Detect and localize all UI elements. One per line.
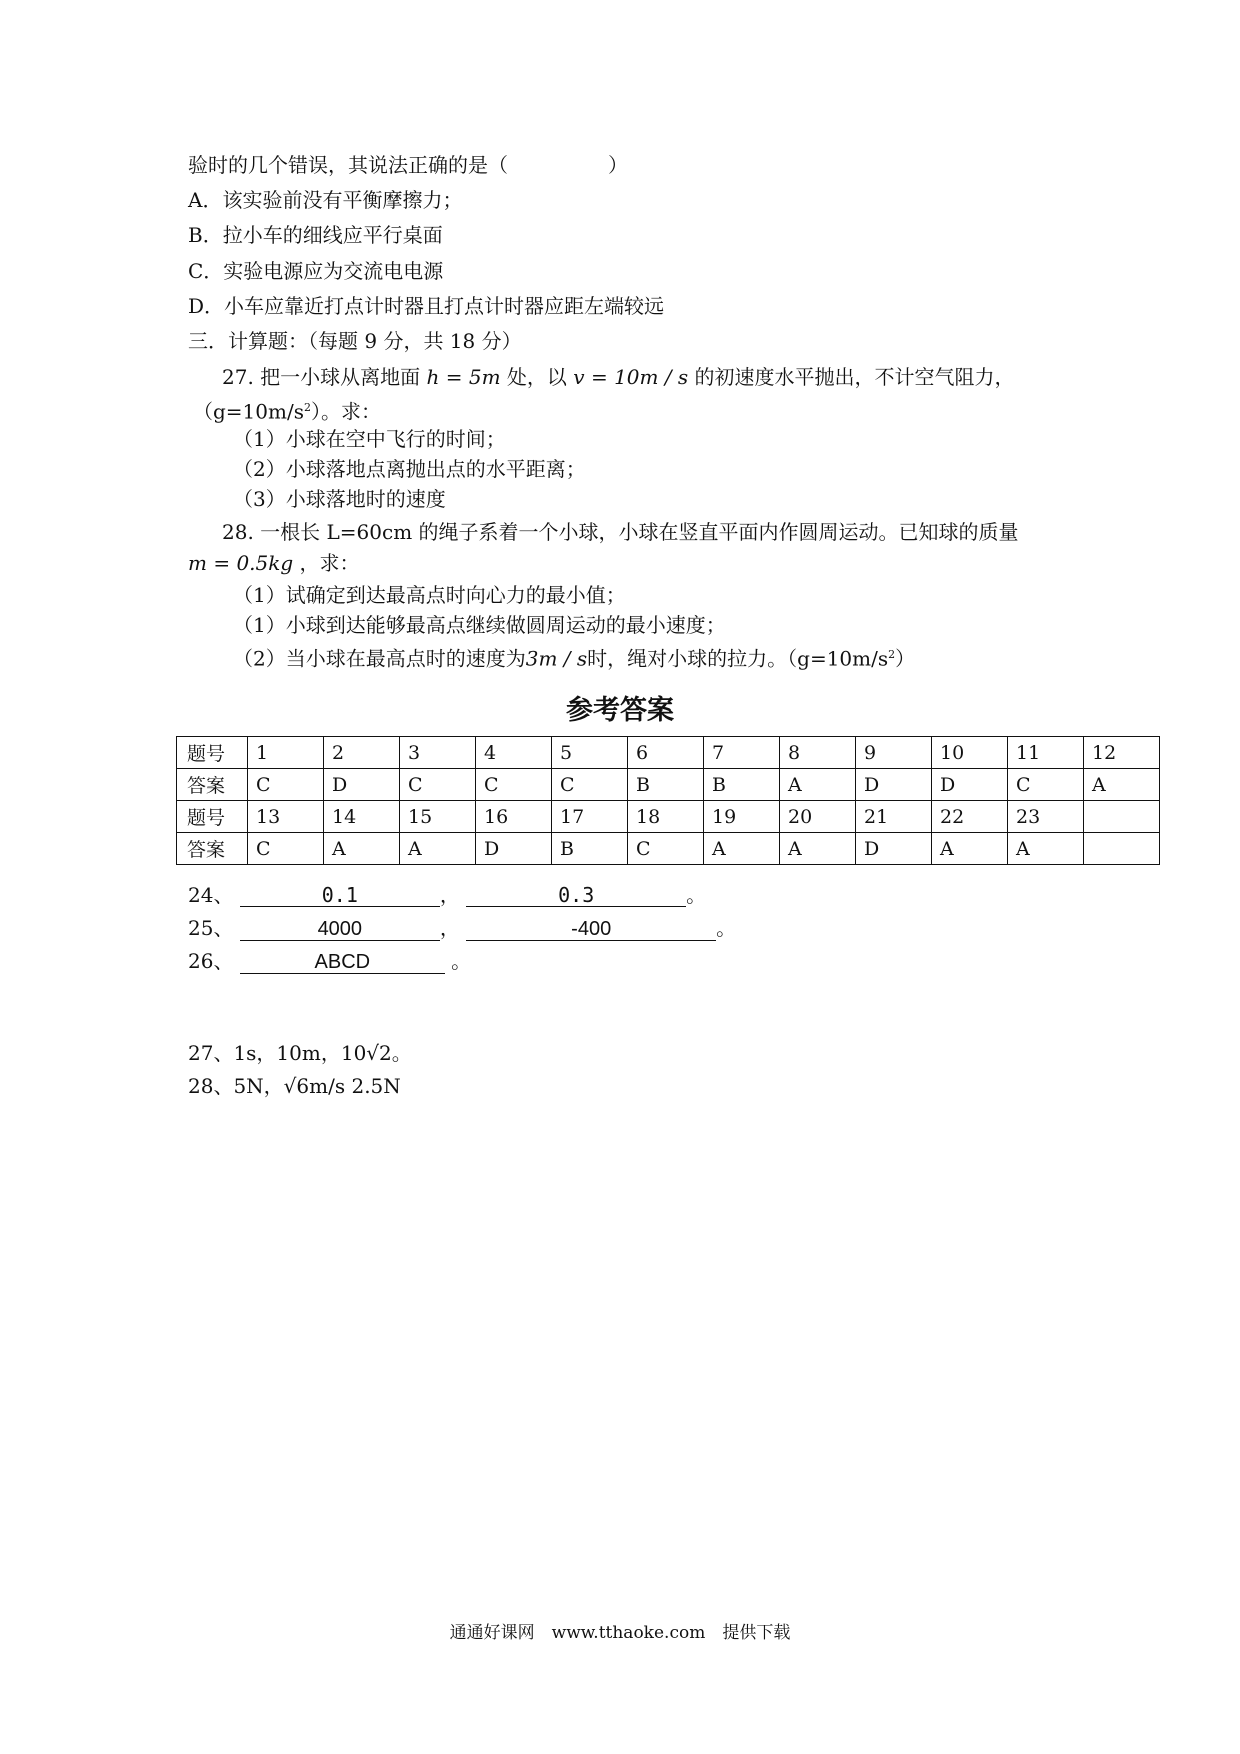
answer-28: 28、5N，√6m/s 2.5N (188, 1074, 401, 1098)
q28-part1: （1）试确定到达最高点时向心力的最小值； (233, 583, 626, 607)
table-cell (1084, 801, 1160, 833)
q27-part1: （1）小球在空中飞行的时间； (233, 427, 506, 451)
answer-27: 27、1s，10m，10√2。 (188, 1041, 412, 1065)
table-cell: C (248, 833, 324, 865)
table-cell: D (476, 833, 552, 865)
table-cell: B (628, 769, 704, 801)
q27-stem: 27. 把一小球从离地面 h = 5m 处，以 v = 10m / s 的初速度水平抛出，不计空气阻力， (222, 365, 1015, 389)
q27-part3: （3）小球落地时的速度 (233, 487, 446, 511)
table-cell: C (628, 833, 704, 865)
table-cell: 20 (780, 801, 856, 833)
table-cell: A (400, 833, 476, 865)
answer-24-blank-1: 0.1 (240, 884, 440, 907)
answer-26-blank: ABCD (240, 951, 445, 974)
section3-heading: 三．计算题：（每题 9 分，共 18 分） (188, 329, 522, 353)
row-label: 题号 (177, 801, 248, 833)
table-cell: 22 (932, 801, 1008, 833)
answer-26: 26、 ABCD 。 (188, 949, 472, 973)
table-cell: 1 (248, 737, 324, 769)
q26-option-d: D．小车应靠近打点计时器且打点计时器应距左端较远 (188, 294, 665, 318)
q28-stem: 28. 一根长 L=60cm 的绳子系着一个小球，小球在竖直平面内作圆周运动。已知球的质量 (222, 520, 1019, 544)
q28-mass: m = 0.5kg ，求： (188, 551, 360, 575)
table-cell: D (932, 769, 1008, 801)
table-cell: D (856, 833, 932, 865)
table-cell: 18 (628, 801, 704, 833)
table-row (177, 801, 1160, 833)
row-label: 答案 (177, 833, 248, 865)
table-cell: 2 (324, 737, 400, 769)
table-cell: 21 (856, 801, 932, 833)
table-cell: C (1008, 769, 1084, 801)
q26-tail: 验时的几个错误，其说法正确的是（ ） (188, 153, 628, 177)
table-cell: C (476, 769, 552, 801)
table-cell: C (400, 769, 476, 801)
table-cell: 23 (1008, 801, 1084, 833)
table-cell: 17 (552, 801, 628, 833)
table-cell: A (780, 833, 856, 865)
table-cell: D (324, 769, 400, 801)
table-cell: A (1084, 769, 1160, 801)
q28-part3: （2）当小球在最高点时的速度为3m / s时，绳对小球的拉力。$(g=10m/s^2)$ (233, 646, 916, 671)
table-cell: C (248, 769, 324, 801)
q27-part2: （2）小球落地点离抛出点的水平距离； (233, 457, 586, 481)
table-row (177, 737, 1160, 769)
table-cell: 19 (704, 801, 780, 833)
table-row (177, 769, 1160, 801)
table-row (177, 833, 1160, 865)
table-cell: A (932, 833, 1008, 865)
table-cell: 13 (248, 801, 324, 833)
table-cell: A (780, 769, 856, 801)
q26-option-b: B．拉小车的细线应平行桌面 (188, 223, 443, 247)
table-cell: A (1008, 833, 1084, 865)
table-cell: 15 (400, 801, 476, 833)
table-cell: 12 (1084, 737, 1160, 769)
table-cell: B (704, 769, 780, 801)
q26-option-a: A．该实验前没有平衡摩擦力； (188, 188, 463, 212)
table-cell: B (552, 833, 628, 865)
table-cell: 9 (856, 737, 932, 769)
table-cell: 16 (476, 801, 552, 833)
answer-24: 24、 0.1 ， 0.3 。 (188, 883, 707, 907)
table-cell: 3 (400, 737, 476, 769)
table-cell: 14 (324, 801, 400, 833)
table-cell: A (704, 833, 780, 865)
table-cell: 5 (552, 737, 628, 769)
answer-table (176, 736, 1160, 865)
answer-24-blank-2: 0.3 (466, 884, 686, 907)
table-cell: 6 (628, 737, 704, 769)
table-cell: C (552, 769, 628, 801)
table-cell: A (324, 833, 400, 865)
answer-25-blank-2: -400 (466, 918, 716, 941)
row-label: 答案 (177, 769, 248, 801)
row-label: 题号 (177, 737, 248, 769)
answer-25: 25、 4000 ， -400 。 (188, 916, 737, 940)
q27-v-expr: v = 10m / s (573, 365, 689, 389)
table-cell: 4 (476, 737, 552, 769)
table-cell: 8 (780, 737, 856, 769)
table-cell: 10 (932, 737, 1008, 769)
q27-gravity: $(g=10m/s^2)$。求： (193, 399, 381, 424)
table-cell: 7 (704, 737, 780, 769)
footer-source: 通通好课网 www.tthaoke.com 提供下载 (449, 1623, 791, 1643)
table-cell (1084, 833, 1160, 865)
q27-h-expr: h = 5m (426, 365, 501, 389)
table-cell: 11 (1008, 737, 1084, 769)
answer-title: 参考答案 (566, 695, 674, 726)
table-cell: D (856, 769, 932, 801)
q26-option-c: C．实验电源应为交流电电源 (188, 259, 444, 283)
answer-25-blank-1: 4000 (240, 918, 440, 941)
q28-part2: （1）小球到达能够最高点继续做圆周运动的最小速度； (233, 613, 726, 637)
